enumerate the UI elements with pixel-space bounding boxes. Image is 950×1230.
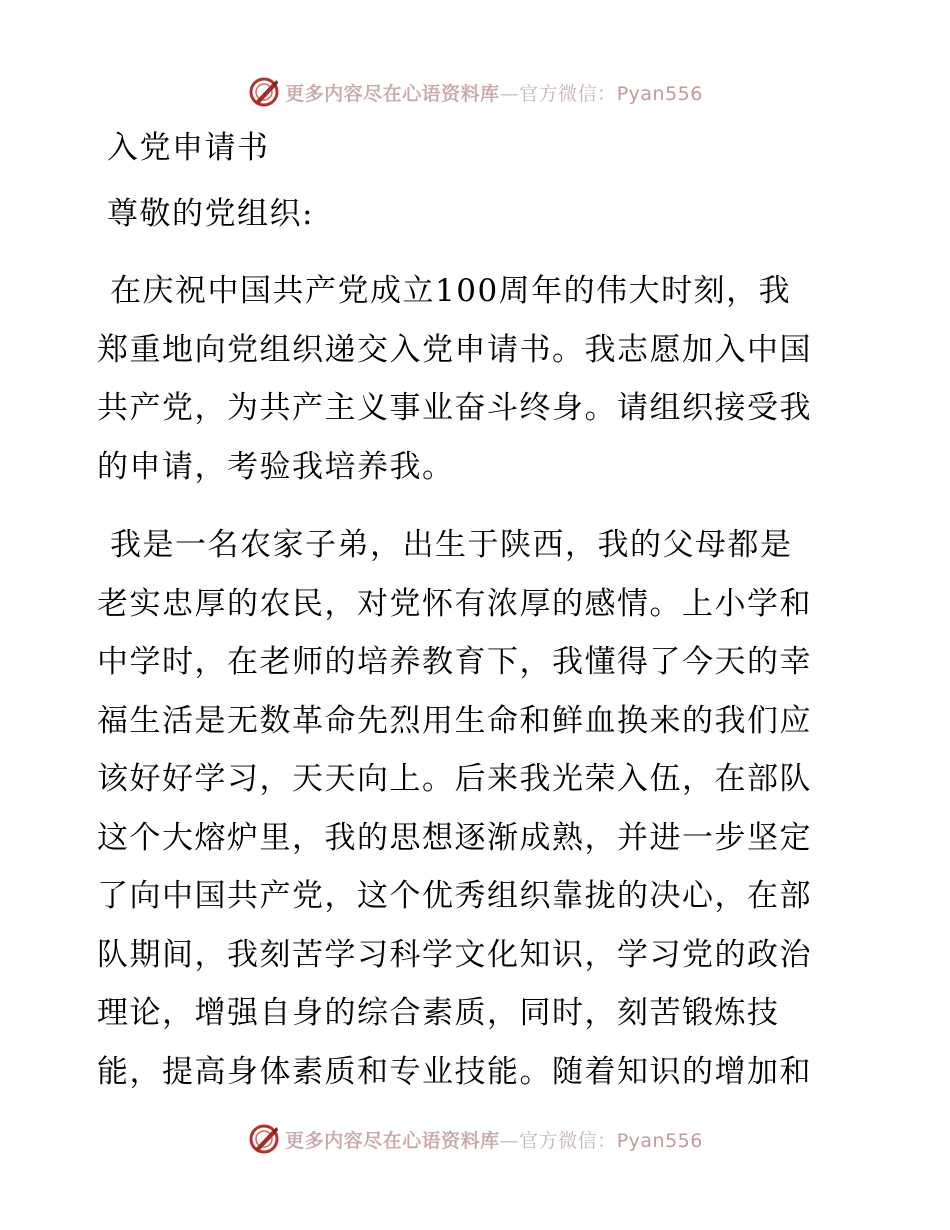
paragraph-line: 队期间，我刻苦学习科学文化知识，学习党的政治 bbox=[97, 936, 812, 973]
paragraph-line: 共产党，为共产主义事业奋斗终身。请组织接受我 bbox=[97, 390, 812, 426]
document-body bbox=[97, 120, 852, 1101]
paragraph-line: 该好好学习，天天向上。后来我光荣入伍，在部队 bbox=[97, 761, 812, 797]
watermark-wechat-id: Pyan556 bbox=[616, 1129, 703, 1152]
footer-watermark bbox=[0, 1119, 950, 1159]
watermark-site-text: 更多内容尽在心语资料库 bbox=[285, 82, 500, 105]
watermark-wechat-id: Pyan556 bbox=[616, 82, 703, 105]
pen-circle-logo-icon bbox=[247, 75, 281, 109]
paragraph-1 bbox=[97, 262, 852, 496]
paragraph-line: 我是一名农家子弟，出生于陕西，我的父母都是 bbox=[110, 527, 793, 563]
paragraph-line: 福生活是无数革命先烈用生命和鲜血换来的我们应 bbox=[97, 702, 812, 739]
watermark-separator: — bbox=[499, 82, 520, 105]
paragraph-line: 的申请，考验我培养我。 bbox=[97, 448, 455, 485]
paragraph-2 bbox=[97, 516, 852, 1101]
watermark-text bbox=[285, 1126, 703, 1153]
paragraph-line: 在庆祝中国共产党成立100周年的伟大时刻，我 bbox=[110, 273, 792, 309]
document-title: 入党申请书 bbox=[107, 130, 270, 166]
header-watermark bbox=[0, 72, 950, 112]
paragraph-line: 中学时，在老师的培养教育下，我懂得了今天的幸 bbox=[97, 644, 812, 680]
paragraph-line: 了向中国共产党，这个优秀组织靠拢的决心，在部 bbox=[97, 878, 812, 914]
paragraph-line: 郑重地向党组织递交入党申请书。我志愿加入中国 bbox=[97, 331, 812, 368]
paragraph-line: 理论，增强自身的综合素质，同时，刻苦锻炼技 bbox=[97, 995, 780, 1031]
document-salutation: 尊敬的党组织: bbox=[107, 196, 314, 232]
pen-circle-logo-icon bbox=[247, 1122, 281, 1156]
watermark-wechat-label: 官方微信： bbox=[519, 1129, 617, 1152]
paragraph-line: 能，提高身体素质和专业技能。随着知识的增加和 bbox=[97, 1053, 812, 1090]
watermark-text bbox=[285, 79, 703, 106]
watermark-separator: — bbox=[499, 1129, 520, 1152]
paragraph-line: 这个大熔炉里，我的思想逐渐成熟，并进一步坚定 bbox=[97, 819, 812, 856]
watermark-site-text: 更多内容尽在心语资料库 bbox=[285, 1129, 500, 1152]
watermark-wechat-label: 官方微信： bbox=[519, 82, 617, 105]
paragraph-line: 老实忠厚的农民，对党怀有浓厚的感情。上小学和 bbox=[97, 585, 812, 622]
